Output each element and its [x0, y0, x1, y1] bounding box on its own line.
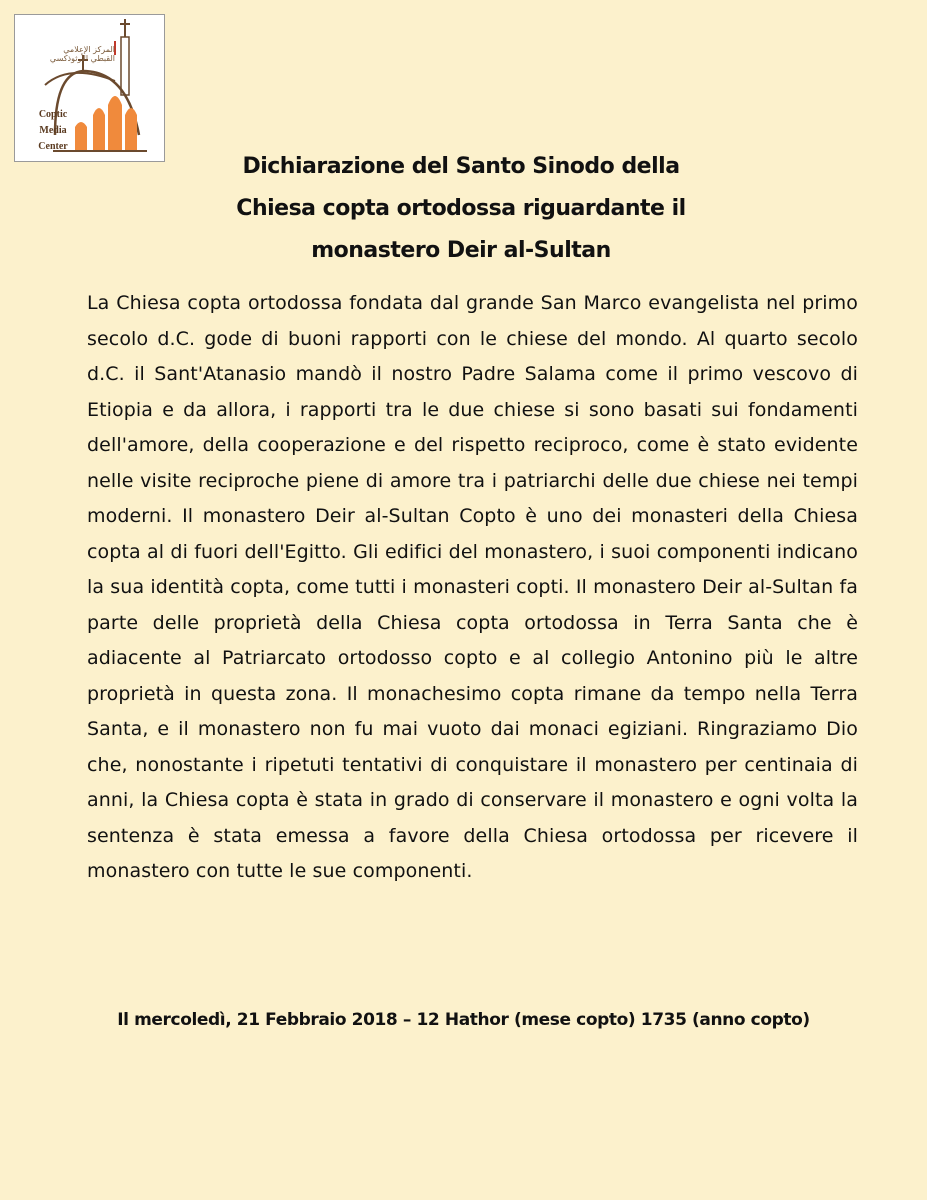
title-line: monastero Deir al-Sultan — [311, 238, 611, 263]
logo-label-line: Media — [39, 125, 67, 136]
logo-arabic-text: المركز الإعلامي القبطي الأرثوذكسي — [49, 45, 115, 63]
logo-label-line: Coptic — [38, 109, 68, 120]
logo-label — [33, 107, 73, 155]
title-line: Dichiarazione del Santo Sinodo della — [242, 154, 680, 179]
coptic-media-center-logo — [14, 14, 165, 162]
date-line: Il mercoledì, 21 Febbraio 2018 – 12 Hathor (mese copto) 1735 (anno copto) — [117, 1010, 810, 1030]
title-line: Chiesa copta ortodossa riguardante il — [236, 196, 686, 221]
body-paragraph: La Chiesa copta ortodossa fondata dal grande San Marco evangelista nel primo secolo d.C. gode di buoni rapporti con le chiese del mondo. Al quarto secolo d.C. il Sant'Atanasio mandò il nostro Padre Salama come il primo vescovo di Etiopia e da allora, i rapporti tra le due chiese si sono basati sui fondamenti dell'amore, della cooperazione e del rispetto reciproco, come è stato evidente nelle visite reciproche piene di amore tra i patriarchi delle due chiese nei tempi moderni. Il monastero Deir al-Sultan Copto è uno dei monasteri della Chiesa copta al di fuori dell'Egitto. Gli edifici del monastero, i suoi componenti indicano la sua identità copta, come tutti i monasteri copti. Il monastero Deir al-Sultan fa parte delle proprietà della Chiesa copta ortodossa in Terra Santa che è adiacente al Patriarcato ortodosso copto e al collegio Antonino più le altre proprietà in questa zona. Il monachesimo copta rimane da tempo nella Terra Santa, e il monastero non fu mai vuoto dai monaci egiziani. Ringraziamo Dio che, nonostante i ripetuti tentativi di conquistare il monastero per centinaia di anni, la Chiesa copta è stata in grado di conservare il monastero e ogni volta la sentenza è stata emessa a favore della Chiesa ortodossa per ricevere il monastero con tutte le sue componenti. — [87, 292, 858, 882]
document-title — [150, 146, 772, 272]
logo-label-line: Center — [38, 141, 68, 152]
